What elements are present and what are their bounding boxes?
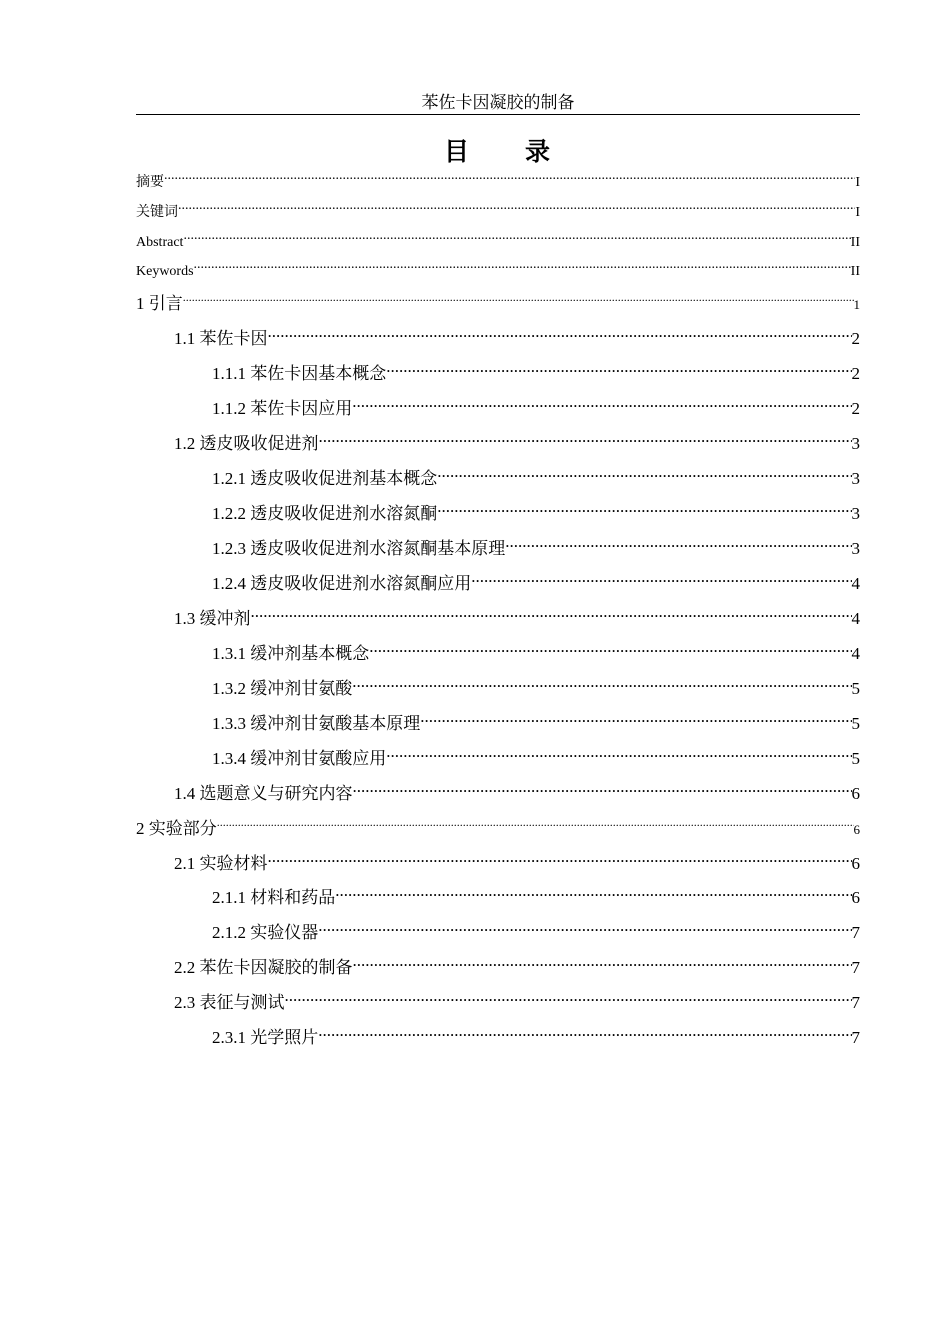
toc-entry-label: 2.1.2 实验仪器 — [212, 923, 319, 942]
toc-entry-subsection-2-1-2[interactable] — [212, 914, 860, 945]
toc-entry-label: Abstract — [136, 235, 184, 250]
toc-entry-subsection-2-1-1[interactable] — [212, 879, 860, 910]
toc-dot-leader — [420, 705, 851, 729]
toc-entry-chapter-1[interactable] — [136, 285, 860, 317]
toc-entry-label: 1.2.4 透皮吸收促进剂水溶氮酮应用 — [212, 574, 472, 593]
toc-dot-leader — [194, 255, 851, 275]
toc-entry-section-2-1[interactable] — [174, 845, 860, 876]
toc-entry-section-1-2[interactable] — [174, 425, 860, 456]
toc-entry-section-2-3[interactable] — [174, 984, 860, 1015]
toc-entry-label: 2.1 实验材料 — [174, 854, 268, 873]
toc-entry-subsection-1-2-1[interactable] — [212, 460, 860, 491]
toc-entry-page: 5 — [851, 749, 860, 768]
toc-dot-leader — [251, 600, 852, 624]
toc-entry-page: I — [855, 205, 860, 220]
toc-dot-leader — [505, 530, 851, 554]
toc-entry-label: 2.3 表征与测试 — [174, 993, 285, 1012]
toc-entry-subsection-1-1-1[interactable] — [212, 355, 860, 386]
toc-entry-label: 2.2 苯佐卡因凝胶的制备 — [174, 958, 353, 977]
toc-entry-label: 1 引言 — [136, 294, 183, 313]
toc-entry-keywords-cn[interactable] — [136, 196, 860, 223]
toc-entry-page: 3 — [851, 434, 860, 453]
toc-dot-leader — [285, 984, 852, 1008]
toc-entry-subsection-1-3-2[interactable] — [212, 670, 860, 701]
toc-dot-leader — [183, 285, 854, 309]
toc-entry-abstract-cn[interactable] — [136, 166, 860, 193]
toc-entry-page: 7 — [851, 923, 860, 942]
toc-entry-page: 5 — [851, 679, 860, 698]
toc-entry-page: 5 — [851, 714, 860, 733]
toc-dot-leader — [335, 879, 851, 903]
toc-entry-page: 6 — [851, 854, 860, 873]
toc-entry-abstract-en[interactable] — [136, 226, 860, 253]
toc-entry-subsection-2-3-1[interactable] — [212, 1019, 860, 1050]
toc-dot-leader — [353, 775, 852, 799]
toc-entry-label: 1.3.2 缓冲剂甘氨酸 — [212, 679, 353, 698]
toc-entry-page: II — [850, 264, 860, 279]
toc-entry-label: 1.3.4 缓冲剂甘氨酸应用 — [212, 749, 387, 768]
toc-entry-page: 4 — [851, 574, 860, 593]
toc-entry-label: 1.3 缓冲剂 — [174, 609, 251, 628]
toc-entry-section-1-1[interactable] — [174, 320, 860, 351]
toc-entry-page: 2 — [851, 329, 860, 348]
header-rule — [136, 114, 860, 115]
toc-entry-label: 1.1.1 苯佐卡因基本概念 — [212, 364, 387, 383]
toc-entry-label: 1.2 透皮吸收促进剂 — [174, 434, 319, 453]
toc-dot-leader — [386, 355, 851, 379]
toc-title: 目 录 — [443, 137, 552, 166]
toc-entry-subsection-1-3-3[interactable] — [212, 705, 860, 736]
toc-dot-leader — [386, 740, 851, 764]
toc-entry-page: 7 — [851, 1028, 860, 1047]
toc-entry-label: 1.4 选题意义与研究内容 — [174, 784, 353, 803]
toc-entry-page: 2 — [851, 399, 860, 418]
toc-entry-label: 摘要 — [136, 175, 164, 190]
toc-entry-label: 1.1.2 苯佐卡因应用 — [212, 399, 353, 418]
toc-entry-label: 关键词 — [136, 205, 178, 220]
toc-entry-label: Keywords — [136, 264, 194, 279]
toc-dot-leader — [353, 949, 852, 973]
toc-dot-leader — [352, 390, 851, 414]
toc-entry-page: 4 — [851, 644, 860, 663]
toc-entry-subsection-1-2-2[interactable] — [212, 495, 860, 526]
toc-entry-page: 7 — [851, 993, 860, 1012]
toc-entry-subsection-1-3-1[interactable] — [212, 635, 860, 666]
toc-entry-section-1-4[interactable] — [174, 775, 860, 806]
toc-entry-page: 3 — [851, 539, 860, 558]
toc-entry-label: 1.2.3 透皮吸收促进剂水溶氮酮基本原理 — [212, 539, 506, 558]
toc-entry-section-2-2[interactable] — [174, 949, 860, 980]
toc-dot-leader — [318, 1019, 851, 1043]
toc-entry-subsection-1-2-3[interactable] — [212, 530, 860, 561]
toc-entry-subsection-1-2-4[interactable] — [212, 565, 860, 596]
toc-entry-label: 2 实验部分 — [136, 819, 217, 838]
toc-entry-subsection-1-1-2[interactable] — [212, 390, 860, 421]
toc-dot-leader — [164, 166, 855, 186]
toc-entry-label: 1.3.1 缓冲剂基本概念 — [212, 644, 370, 663]
toc-dot-leader — [217, 810, 854, 834]
toc-dot-leader — [178, 196, 855, 216]
toc-dot-leader — [268, 845, 852, 869]
toc-entry-page: 4 — [851, 609, 860, 628]
toc-entry-keywords-en[interactable] — [136, 255, 860, 282]
toc-dot-leader — [268, 320, 852, 344]
toc-dot-leader — [437, 460, 851, 484]
toc-entry-page: 1 — [853, 297, 860, 312]
toc-entry-subsection-1-3-4[interactable] — [212, 740, 860, 771]
toc-dot-leader — [319, 425, 852, 449]
toc-entry-page: 6 — [853, 822, 860, 837]
toc-entry-page: II — [850, 235, 860, 250]
toc-dot-leader — [437, 495, 851, 519]
toc-entry-page: 3 — [851, 469, 860, 488]
toc-entry-page: 2 — [851, 364, 860, 383]
toc-entry-label: 2.3.1 光学照片 — [212, 1028, 319, 1047]
toc-entry-section-1-3[interactable] — [174, 600, 860, 631]
toc-entry-chapter-2[interactable] — [136, 810, 860, 842]
toc-entry-page: 3 — [851, 504, 860, 523]
running-header: 苯佐卡因凝胶的制备 — [421, 93, 575, 112]
toc-entry-label: 1.3.3 缓冲剂甘氨酸基本原理 — [212, 714, 421, 733]
toc-entry-label: 2.1.1 材料和药品 — [212, 888, 336, 907]
toc-entry-page: 6 — [851, 784, 860, 803]
toc-entry-label: 1.1 苯佐卡因 — [174, 329, 268, 348]
toc-entry-page: I — [855, 175, 860, 190]
toc-dot-leader — [352, 670, 851, 694]
toc-entry-label: 1.2.2 透皮吸收促进剂水溶氮酮 — [212, 504, 438, 523]
toc-dot-leader — [318, 914, 851, 938]
toc-entry-label: 1.2.1 透皮吸收促进剂基本概念 — [212, 469, 438, 488]
toc-dot-leader — [183, 226, 850, 246]
toc-dot-leader — [471, 565, 851, 589]
toc-entry-page: 6 — [851, 888, 860, 907]
toc-dot-leader — [369, 635, 851, 659]
toc-entry-page: 7 — [851, 958, 860, 977]
